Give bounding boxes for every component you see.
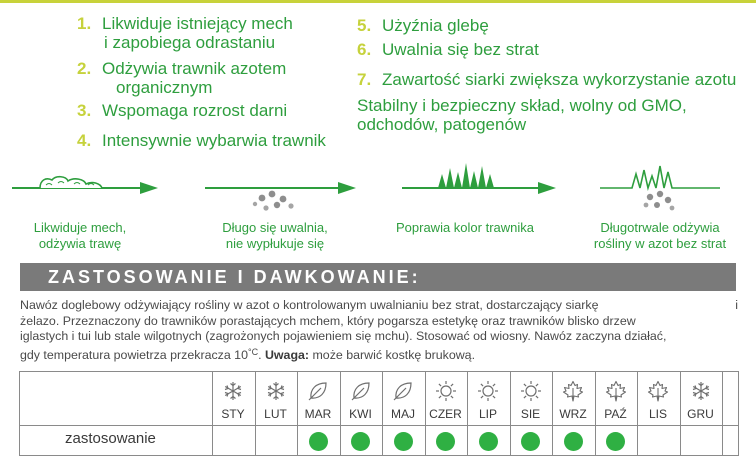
note-line: Stabilny i bezpieczny skład, wolny od GMO, — [357, 96, 687, 115]
note-line: odchodów, patogenów — [357, 115, 527, 134]
degree-unit: °C — [247, 346, 259, 357]
application-dot — [394, 432, 413, 451]
section-title: ZASTOSOWANIE I DAWKOWANIE: — [48, 267, 421, 287]
table-column-divider — [722, 372, 723, 455]
benefit-text: Zawartość siarki zwiększa wykorzystanie azotu — [382, 70, 737, 89]
application-schedule-table — [19, 371, 739, 456]
benefit-number: 2. — [77, 59, 92, 78]
benefit-line: i zapobiega odrastaniu — [104, 33, 276, 52]
schedule-row-label: zastosowanie — [65, 430, 156, 447]
benefit-line: organicznym — [116, 78, 213, 97]
sun-icon — [520, 380, 542, 402]
month-label: MAJ — [391, 407, 415, 421]
application-dot — [564, 432, 583, 451]
benefit-number: 1. — [77, 14, 92, 33]
sun-icon — [477, 380, 499, 402]
month-icon-cell — [637, 378, 679, 404]
table-row-divider — [20, 425, 738, 426]
month-label: SIE — [520, 407, 541, 421]
benefit-text: Uwalnia się bez strat — [382, 40, 539, 59]
section-header-bar — [20, 263, 736, 291]
month-label: STY — [221, 407, 245, 421]
application-dot — [436, 432, 455, 451]
sun-icon — [435, 380, 457, 402]
desc-line-1 — [20, 298, 738, 314]
month-icon-cell — [552, 378, 594, 404]
caption-line: nie wypłukuje się — [225, 236, 325, 251]
desc-text: gdy temperatura powietrza przekracza 10 — [20, 347, 248, 362]
desc-line-3: iglastych i tui lub stale wilgotnych (zagrożonych pojawieniem się mchu). Stosować od wiosny. Nawóz zaczyna działać, — [20, 329, 667, 343]
benefit-text: Wspomaga rozrost darni — [102, 101, 288, 120]
caption-line: Długo się uwalnia, — [222, 220, 328, 235]
month-icon-cell — [340, 378, 382, 404]
month-icon-cell — [425, 378, 467, 404]
benefit-text: Intensywnie wybarwia trawnik — [102, 131, 326, 150]
benefit-text — [102, 59, 286, 97]
snowflake-icon — [222, 380, 244, 402]
warning-label: Uwaga: — [264, 347, 310, 362]
benefit-number: 7. — [357, 70, 372, 89]
leaf-icon — [307, 380, 329, 402]
snowflake-icon — [265, 380, 287, 402]
application-dot — [521, 432, 540, 451]
month-icon-cell — [382, 378, 424, 404]
caption-line: Długotrwale odżywia — [600, 220, 720, 235]
month-label: MAR — [304, 407, 332, 421]
application-dot — [351, 432, 370, 451]
month-icon-cell — [595, 378, 637, 404]
caption-line: Poprawia kolor trawnika — [395, 220, 534, 235]
benefit-text — [102, 14, 293, 52]
benefit-number: 6. — [357, 40, 372, 59]
benefit-number: 3. — [77, 101, 92, 120]
month-icon-cell — [212, 378, 254, 404]
grass-with-granules-icon — [600, 166, 720, 210]
benefit-line: Likwiduje istniejący mech — [102, 14, 293, 33]
desc-line-2: żelazo. Przeznaczony do trawników porastających mchem, który pogarsza estetykę oraz trawników blisko drzew — [20, 313, 636, 328]
desc-text: może barwić kostkę brukową. — [309, 347, 476, 362]
month-label: LIP — [478, 407, 497, 421]
caption-line: odżywia trawę — [38, 236, 122, 251]
application-dot — [309, 432, 328, 451]
application-dot — [606, 432, 625, 451]
leaf-icon — [350, 380, 372, 402]
month-icon-cell — [680, 378, 722, 404]
grass-icon — [402, 163, 556, 194]
step-caption-4 — [578, 220, 742, 252]
month-label: KWI — [349, 407, 372, 421]
desc-line-4 — [20, 345, 740, 364]
composition-note — [357, 96, 687, 134]
moss-on-ground-icon — [12, 177, 158, 194]
desc-text: Nawóz doglebowy odżywiający rośliny w azot o kontrolowanym uwalnianiu bez strat, dostarczający siarkę — [20, 298, 599, 312]
month-label: LUT — [264, 407, 287, 421]
benefit-text: Użyźnia glebę — [382, 16, 489, 35]
month-icon-cell — [297, 378, 339, 404]
benefit-number: 5. — [357, 16, 372, 35]
month-label: PAŹ — [604, 407, 627, 421]
description-text — [20, 298, 740, 363]
month-label: LIS — [648, 407, 667, 421]
month-icon-cell — [467, 378, 509, 404]
desc-text: i — [735, 298, 738, 312]
maple-leaf-icon — [605, 380, 627, 402]
caption-line: rośliny w azot bez strat — [593, 236, 727, 251]
step-caption-2 — [205, 220, 345, 252]
month-label: CZER — [429, 407, 462, 421]
benefit-number: 4. — [77, 131, 92, 150]
granules-icon — [205, 182, 356, 211]
maple-leaf-icon — [647, 380, 669, 402]
step-caption-1 — [20, 220, 140, 252]
month-label: WRZ — [559, 407, 587, 421]
benefits-list — [0, 0, 756, 160]
month-icon-cell — [510, 378, 552, 404]
month-label: GRU — [687, 407, 714, 421]
snowflake-icon — [690, 380, 712, 402]
benefit-line: Odżywia trawnik azotem — [102, 59, 287, 78]
desc-text: . — [258, 347, 265, 362]
leaf-icon — [392, 380, 414, 402]
maple-leaf-icon — [562, 380, 584, 402]
caption-line: Likwiduje mech, — [33, 220, 127, 235]
month-icon-cell — [255, 378, 297, 404]
application-dot — [479, 432, 498, 451]
process-steps — [0, 160, 756, 260]
step-caption-3 — [380, 220, 550, 236]
